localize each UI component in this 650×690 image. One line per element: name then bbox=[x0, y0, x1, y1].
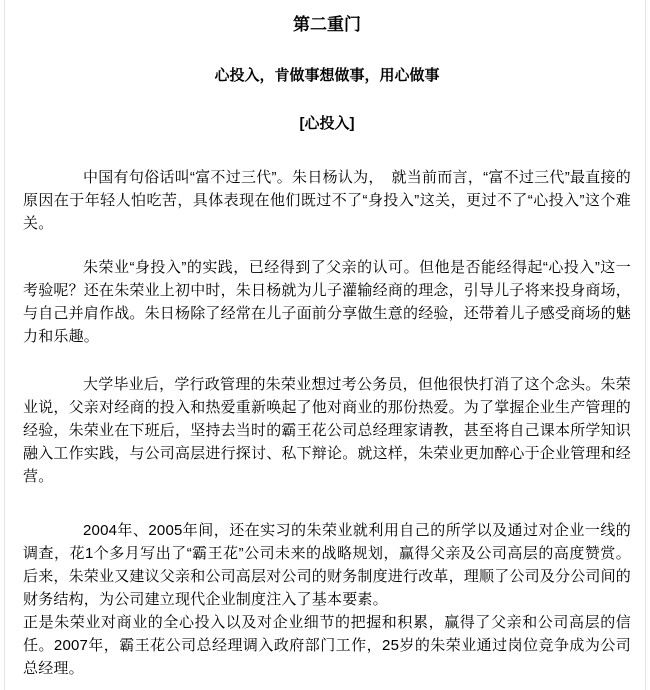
paragraph-3: 大学毕业后，学行政管理的朱荣业想过考公务员，但他很快打消了这个念头。朱荣业说，父亲对经商的投入和热爱重新唤起了他对商业的那份热爱。为了掌握企业生产管理的经验，朱荣业在下班后，坚持去当时的霸王花公司总经理家请教，甚至将自己课本所学知识融入工作实践，与公司高层进行探讨、私下辩论。就这样，朱荣业更加醉心于企业管理和经营。 bbox=[23, 376, 632, 485]
paragraph-2: 朱荣业“身投入”的实践，已经得到了父亲的认可。但他是否能经得起“心投入”这一考验呢？还在朱荣业上初中时，朱日杨就为儿子灌输经商的理念，引导儿子将来投身商场，与自己并肩作战。朱日杨除了经常在儿子面前分享做生意的经验，还带着儿子感受商场的魅力和乐趣。 bbox=[23, 259, 632, 345]
section-heading: [心投入] bbox=[299, 115, 355, 132]
paragraph-5: 正是朱荣业对商业的全心投入以及对企业细节的把握和积累，赢得了父亲和公司高层的信任。2007年，霸王花公司总经理调入政府部门工作，25岁的朱荣业通过岗位竞争成为公司总经理。 bbox=[23, 614, 631, 677]
chapter-subtitle: 心投入，肯做事想做事，用心做事 bbox=[214, 67, 440, 84]
paragraph-1: 中国有句俗话叫“富不过三代”。朱日杨认为， 就当前而言，“富不过三代”最直接的原因在于年轻人怕吃苦，具体表现在他们既过不了“身投入”这关，更过不了“心投入”这个难关。 bbox=[23, 169, 631, 232]
chapter-title: 第二重门 bbox=[293, 15, 361, 34]
document-page bbox=[4, 0, 646, 690]
paragraph-4: 2004年、2005年间，还在实习的朱荣业就利用自己的所学以及通过对企业一线的调查，花1个多月写出了“霸王花”公司未来的战略规划，赢得父亲及公司高层的高度赞赏。后来，朱荣业又建议父亲和公司高层对公司的财务制度进行改革，理顺了公司及分公司间的财务结构，为公司建立现代企业制度注入了基本要素。 bbox=[23, 522, 632, 608]
